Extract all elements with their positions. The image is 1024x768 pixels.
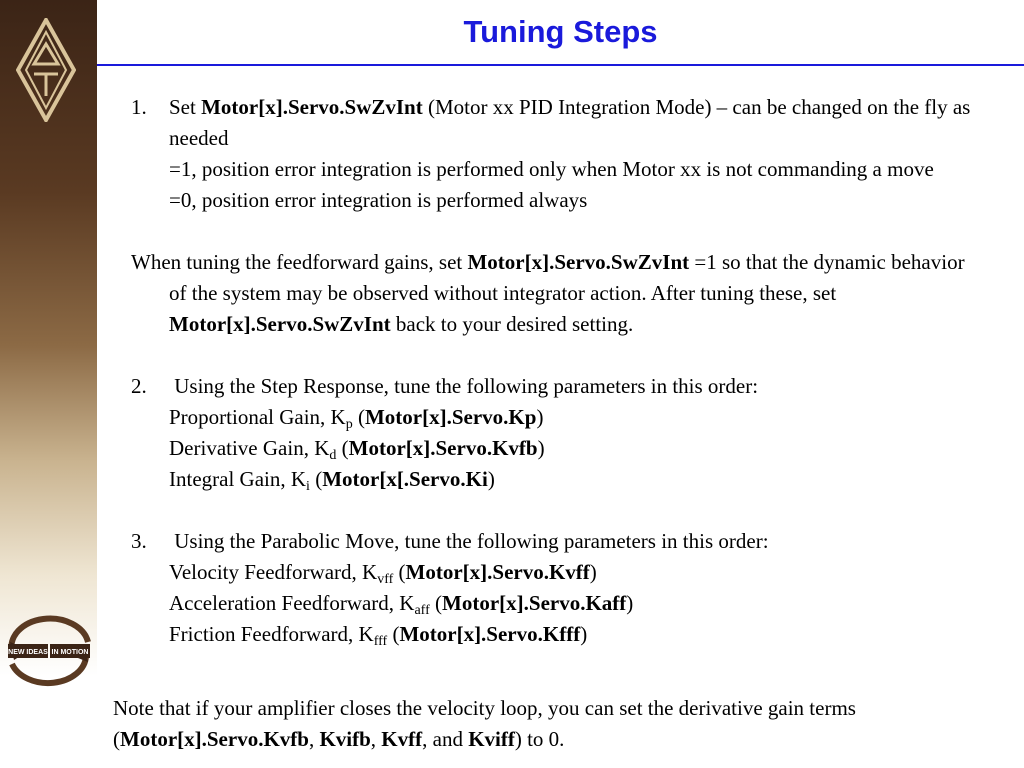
gain-label: Proportional Gain, K: [169, 405, 346, 429]
paren-open: (: [352, 405, 365, 429]
parameter-name: Motor[x].Servo.SwZvInt: [169, 312, 391, 336]
paren-close: ): [537, 436, 545, 460]
text-run: back to your desired setting.: [390, 312, 634, 336]
slide-body: [131, 92, 981, 650]
separator: ,: [370, 727, 382, 751]
parameter-name: Kvifb: [319, 727, 371, 751]
gain-subscript: aff: [414, 603, 430, 618]
paren-open: (: [309, 467, 323, 491]
gain-label: Acceleration Feedforward, K: [169, 591, 415, 615]
text-run: (Motor xx PID Integration Mode) – can be changed on the fly as needed: [169, 95, 971, 150]
step-3-item: [131, 588, 981, 619]
gain-subscript: i: [306, 479, 310, 494]
step-2: [131, 371, 981, 402]
parameter-name: Motor[x].Servo.Kvfb: [348, 436, 538, 460]
step-3-item: [131, 619, 981, 650]
text-run: Set: [169, 95, 202, 119]
new-ideas-in-motion-logo-icon: [4, 612, 94, 690]
parameter-name: Motor[x[.Servo.Ki: [322, 467, 488, 491]
separator: , and: [422, 727, 469, 751]
step-2-item: [131, 402, 981, 433]
title-divider: [97, 64, 1024, 66]
final-note: [113, 693, 1013, 755]
logo-text-in-motion: IN MOTION: [51, 649, 89, 656]
parameter-name: Motor[x].Servo.Kp: [364, 405, 537, 429]
gain-label: Integral Gain, K: [169, 467, 307, 491]
gain-subscript: fff: [373, 634, 388, 649]
paren-open: (: [387, 622, 400, 646]
text-run: Using the Parabolic Move, tune the following parameters in this order:: [169, 529, 769, 553]
paren-close: ): [589, 560, 597, 584]
text-run: Using the Step Response, tune the following parameters in this order:: [169, 374, 759, 398]
paren-close: ): [536, 405, 544, 429]
paren-open: (: [393, 560, 406, 584]
separator: ,: [308, 727, 320, 751]
at-triangle-logo-icon: [16, 18, 76, 122]
step-1-option-1: =1, position error integration is performed only when Motor xx is not commanding a move: [169, 157, 934, 181]
parameter-name: Motor[x].Servo.Kvfb: [120, 727, 309, 751]
gain-label: Derivative Gain, K: [169, 436, 330, 460]
step-number: 1.: [131, 95, 147, 119]
step-3-item: [131, 557, 981, 588]
text-run: When tuning the feedforward gains, set: [131, 250, 468, 274]
gain-label: Velocity Feedforward, K: [169, 560, 378, 584]
step-number: 3.: [131, 529, 147, 553]
logo-text-new-ideas: NEW IDEAS: [8, 649, 48, 656]
page-title: Tuning Steps: [463, 14, 658, 49]
gain-subscript: p: [345, 417, 353, 432]
parameter-name: Kviff: [468, 727, 515, 751]
step-2-item: [131, 464, 981, 495]
parameter-name: Motor[x].Servo.Kfff: [399, 622, 581, 646]
sidebar-gradient: [0, 0, 97, 768]
step-3: [131, 526, 981, 557]
gain-subscript: d: [329, 448, 337, 463]
gain-subscript: vff: [377, 572, 394, 587]
paren-close: ): [487, 467, 495, 491]
feedforward-note: [131, 247, 981, 340]
step-1-option-0: =0, position error integration is performed always: [169, 188, 588, 212]
step-2-item: [131, 433, 981, 464]
parameter-name: Motor[x].Servo.SwZvInt: [201, 95, 423, 119]
paren-close: ): [626, 591, 634, 615]
paren-close: ): [580, 622, 588, 646]
step-number: 2.: [131, 374, 147, 398]
parameter-name: Kvff: [381, 727, 423, 751]
parameter-name: Motor[x].Servo.Kaff: [442, 591, 627, 615]
text-run: =1 so that the dynamic behavior of the system may be observed without integrator action. After tuning these, set: [169, 250, 965, 305]
paren-open: (: [429, 591, 443, 615]
paren-open: (: [336, 436, 349, 460]
text-run: ) to 0.: [514, 727, 565, 751]
parameter-name: Motor[x].Servo.Kvff: [405, 560, 590, 584]
parameter-name: Motor[x].Servo.SwZvInt: [467, 250, 690, 274]
text-run: Note that if your amplifier closes the velocity loop, you can set the derivative gain terms (: [113, 696, 856, 751]
step-1: [131, 92, 981, 154]
gain-label: Friction Feedforward, K: [169, 622, 374, 646]
